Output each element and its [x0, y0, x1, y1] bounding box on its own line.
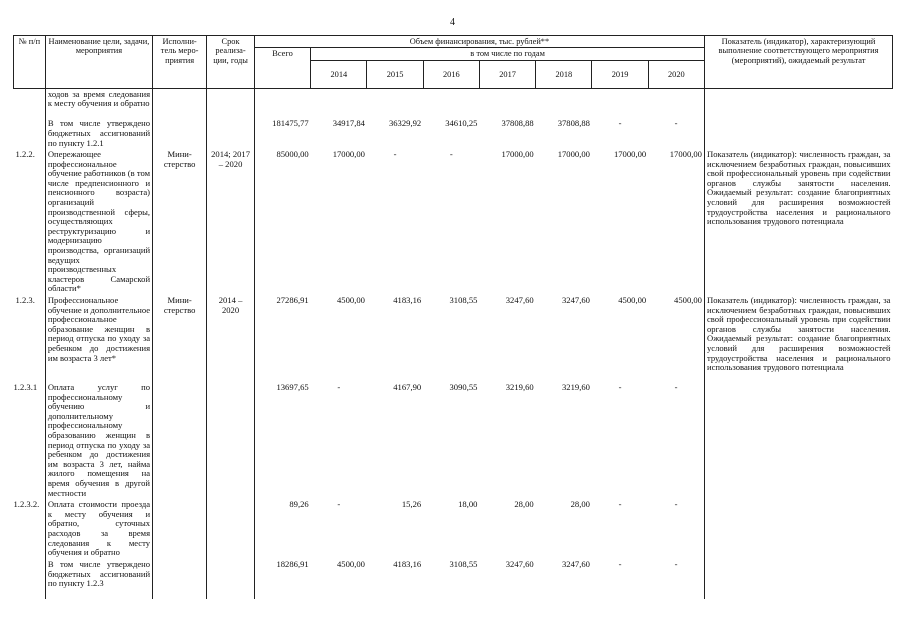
- row-2014: 4500,00: [337, 559, 365, 570]
- table-body: [14, 88, 893, 599]
- row-2016: 3108,55: [449, 559, 478, 570]
- row-name: Профессиональное обучение и дополнительное профессиональное образование женщин в период отпуска по уходу за ребенком до достижения им возраста 3 лет*: [45, 295, 152, 382]
- header-year: 2018: [536, 60, 592, 88]
- row-2015: 4183,16: [393, 295, 422, 306]
- row-2014: -: [337, 499, 341, 510]
- row-2015: 4167,90: [393, 382, 422, 393]
- table-row: [14, 499, 893, 559]
- row-2015: 36329,92: [388, 118, 422, 129]
- row-2016: 3108,55: [449, 295, 478, 306]
- row-num: 1.2.3.2.: [13, 499, 40, 510]
- row-2018: 28,00: [570, 499, 590, 510]
- row-2020: 4500,00: [674, 295, 702, 306]
- row-executor: [153, 88, 207, 118]
- row-2020: -: [674, 382, 678, 393]
- row-2017: 17000,00: [501, 149, 534, 160]
- row-term: [207, 118, 255, 149]
- row-2017: 3247,60: [505, 559, 534, 570]
- row-2015: 15,26: [401, 499, 422, 510]
- row-indicator: [704, 88, 892, 118]
- table-row: [14, 295, 893, 382]
- table-row: [14, 118, 893, 149]
- row-2017: 3219,60: [505, 382, 534, 393]
- header-total: Всего: [254, 48, 310, 88]
- table-row: [14, 149, 893, 295]
- row-term: 2014 – 2020: [207, 295, 255, 382]
- row-2019: 17000,00: [613, 149, 647, 160]
- row-name: Опережающее профессиональное обучение работников (в том числе предпенсионного и пенсионного возраста) организаций производственной сферы, осуществляющих реструктуризацию и модернизацию производства, организаций ведущих производственных кластеров Самарской области*: [45, 149, 152, 295]
- header-num: № п/п: [14, 36, 46, 89]
- row-2014: 17000,00: [332, 149, 365, 160]
- row-2014: [311, 88, 367, 118]
- row-2019: 4500,00: [618, 295, 647, 306]
- row-2016: 34610,25: [445, 118, 478, 129]
- header-funding: Объем финансирования, тыс. рублей**: [254, 36, 704, 48]
- row-2017: 28,00: [514, 499, 534, 510]
- table-row: [14, 382, 893, 499]
- row-2014: 34917,84: [332, 118, 365, 129]
- row-2018: 3219,60: [562, 382, 590, 393]
- row-2018: 3247,60: [562, 295, 590, 306]
- table-row: [14, 88, 893, 118]
- row-2015: -: [393, 149, 397, 160]
- header-year: 2014: [311, 60, 367, 88]
- header-by-years: в том числе по годам: [311, 48, 705, 60]
- header-executor: Исполни-тель меро-приятия: [153, 36, 207, 89]
- table-header: [14, 36, 893, 89]
- row-executor: [153, 118, 207, 149]
- row-indicator: [704, 118, 892, 149]
- header-year: 2019: [592, 60, 648, 88]
- row-total: 85000,00: [276, 149, 309, 160]
- row-2019: -: [618, 559, 622, 570]
- row-indicator: Показатель (индикатор): численность граждан, за исключением безработных граждан, повысивших свой профессиональный уровень при содействии органов службы занятости населения. Ожидаемый результат: создание благоприятных условий для расширения возможностей трудоустройства населения и рационального использования трудового потенциала: [704, 149, 892, 295]
- header-year: 2020: [648, 60, 704, 88]
- row-term: [207, 382, 255, 499]
- row-num: 1.2.3.1: [13, 382, 38, 393]
- row-2018: [536, 88, 592, 118]
- row-name: В том числе утверждено бюджетных ассигнований по пункту 1.2.3: [45, 559, 152, 599]
- row-total: 27286,91: [276, 295, 309, 306]
- row-total: 13697,65: [276, 382, 309, 393]
- row-2016: 3090,55: [449, 382, 478, 393]
- row-name: В том числе утверждено бюджетных ассигнований по пункту 1.2.1: [45, 118, 152, 149]
- row-total: 89,26: [289, 499, 309, 510]
- row-2019: -: [618, 118, 622, 129]
- program-funding-table: [13, 35, 893, 599]
- row-num: [14, 88, 46, 118]
- row-2018: 17000,00: [557, 149, 590, 160]
- row-2020: -: [674, 559, 678, 570]
- row-executor: [153, 559, 207, 599]
- row-name: Оплата стоимости проезда к месту обучения и обратно, суточных расходов за время следования к месту обучения и обратно: [45, 499, 152, 559]
- row-indicator: [704, 499, 892, 559]
- row-2016: [423, 88, 479, 118]
- row-2017: 37808,88: [501, 118, 534, 129]
- row-2019: [592, 88, 648, 118]
- row-executor: Мини-стерство: [153, 149, 207, 295]
- row-indicator: [704, 559, 892, 599]
- page-number: 4: [450, 17, 455, 28]
- row-2015: [367, 88, 423, 118]
- row-executor: Мини-стерство: [153, 295, 207, 382]
- row-term: [207, 499, 255, 559]
- header-indicator: Показатель (индикатор), характеризующий выполнение соответствующего мероприятия (мероприятий), ожидаемый результат: [704, 36, 892, 89]
- row-2016: -: [449, 149, 453, 160]
- row-executor: [153, 382, 207, 499]
- row-total: [254, 88, 310, 118]
- row-total: 181475,77: [272, 118, 309, 129]
- row-term: [207, 88, 255, 118]
- row-2015: 4183,16: [393, 559, 422, 570]
- row-2014: -: [337, 382, 341, 393]
- row-2019: -: [618, 382, 622, 393]
- header-year: 2016: [423, 60, 479, 88]
- row-2020: -: [674, 499, 678, 510]
- row-num: [14, 118, 46, 149]
- row-2019: -: [618, 499, 622, 510]
- row-2018: 3247,60: [562, 559, 590, 570]
- row-2017: 3247,60: [505, 295, 534, 306]
- row-2018: 37808,88: [557, 118, 590, 129]
- row-total: 18286,91: [276, 559, 309, 570]
- table-row: [14, 559, 893, 599]
- row-indicator: Показатель (индикатор): численность граждан, за исключением безработных граждан, повысивших свой профессиональный уровень при содействии органов службы занятости населения. Ожидаемый результат: создание благоприятных условий для расширения возможностей трудоустройства населения и рационального использования трудового потенциала: [704, 295, 892, 382]
- row-2016: 18,00: [458, 499, 478, 510]
- row-name: ходов за время следования к месту обучения и обратно: [45, 88, 152, 118]
- row-executor: [153, 499, 207, 559]
- header-year: 2017: [479, 60, 535, 88]
- row-term: 2014; 2017 – 2020: [207, 149, 255, 295]
- row-2017: [479, 88, 535, 118]
- row-num: 1.2.2.: [15, 149, 35, 160]
- row-num: 1.2.3.: [15, 295, 35, 306]
- header-year: 2015: [367, 60, 423, 88]
- header-name: Наименование цели, задачи, мероприятия: [45, 36, 152, 89]
- row-term: [207, 559, 255, 599]
- row-2020: 17000,00: [669, 149, 702, 160]
- row-indicator: [704, 382, 892, 499]
- row-2020: -: [674, 118, 678, 129]
- row-name: Оплата услуг по профессиональному обучению и дополнительному профессиональному образованию женщин в период отпуска по уходу за ребенком до достижения им возраста 3 лет, найма жилого помещения на время обучения в другой местности: [45, 382, 152, 499]
- row-2014: 4500,00: [337, 295, 365, 306]
- header-term: Срок реализа-ции, годы: [207, 36, 255, 89]
- row-2020: [648, 88, 704, 118]
- row-num: [14, 559, 46, 599]
